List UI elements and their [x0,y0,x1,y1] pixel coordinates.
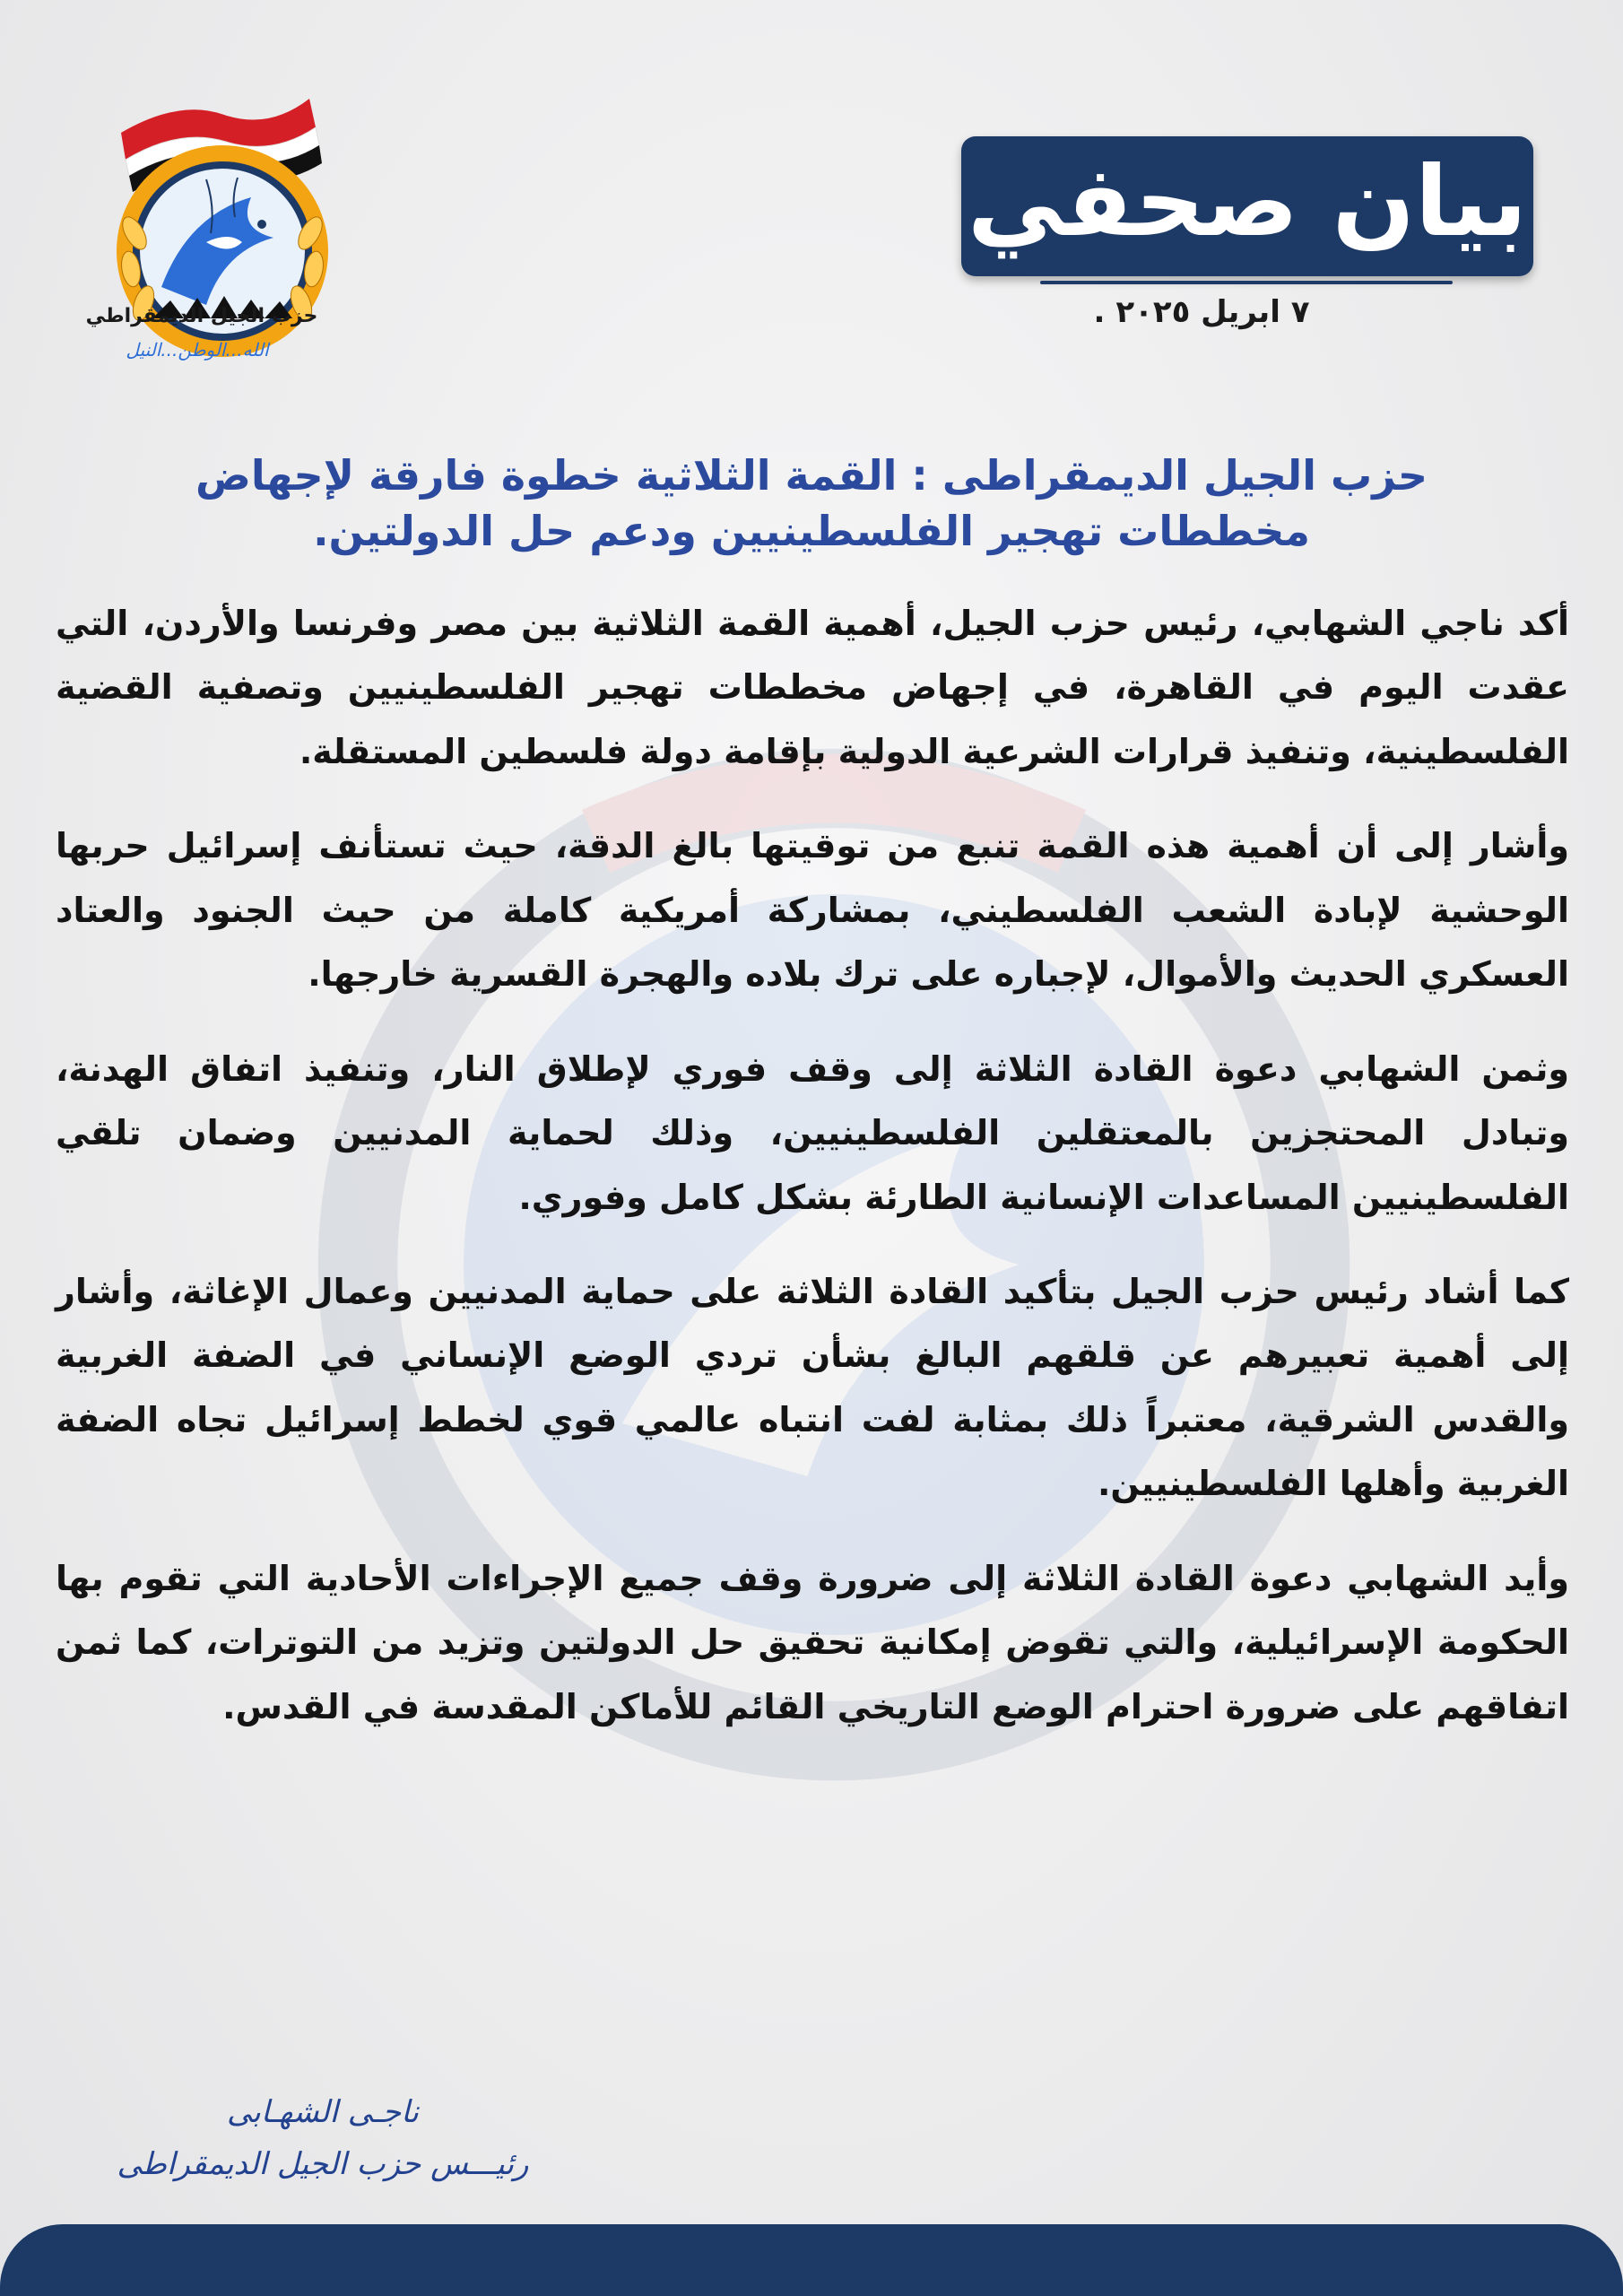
press-release-badge [961,136,1533,276]
press-release-title: بيان صحفي [967,146,1528,258]
paragraph-3: وثمن الشهابي دعوة القادة الثلاثة إلى وقف فوري لإطلاق النار، وتنفيذ اتفاق الهدنة، وتبادل المحتجزين بالمعتقلين الفلسطينيين، وذلك لحماية المدنيين وضمان تلقي الفلسطينيين المساعدات الإنسانية الطارئة بشكل كامل وفوري. [56,1048,1569,1217]
logo-party-name: حزب الجيل الديمقراطي [85,305,318,327]
signatory-title: رئيـــس حزب الجيل الديمقراطى [117,2146,529,2182]
paragraph-2: وأشار إلى أن أهمية هذه القمة تنبع من توقيتها بالغ الدقة، حيث تستأنف إسرائيل حربها الوحشية لإبادة الشعب الفلسطيني، بمشاركة أمريكية كاملة من حيث الجنود والعتاد العسكري الحديث والأموال، لإجباره على ترك بلاده والهجرة القسرية خارجها. [56,826,1569,995]
signature-block [99,2094,547,2182]
paragraph-1: أكد ناجي الشهابي، رئيس حزب الجيل، أهمية القمة الثلاثية بين مصر وفرنسا والأردن، التي عقدت اليوم في القاهرة، في إجهاض مخططات تهجير الفلسطينيين وتصفية القضية الفلسطينية، وتنفيذ قرارات الشرعية الدولية بإقامة دولة فلسطين المستقلة. [56,604,1569,771]
signatory-name: ناجـى الشهـابى [227,2094,419,2130]
paragraph-4: كما أشاد رئيس حزب الجيل بتأكيد القادة الثلاثة على حماية المدنيين وعمال الإغاثة، وأشار إلى أهمية تعبيرهم عن قلقهم البالغ بشأن تردي الوضع الإنساني في الضفة الغربية والقدس الشرقية، معتبراً ذلك بمثابة لفت انتباه عالمي قوي لخطط إسرائيل تجاه الضفة الغربية وأهلها الفلسطينيين. [56,1271,1569,1504]
headline-line-1: حزب الجيل الديمقراطى : القمة الثلاثية خطوة فارقة لإجهاض [195,451,1428,500]
paragraph-5: وأيد الشهابي دعوة القادة الثلاثة إلى ضرورة وقف جميع الإجراءات الأحادية التي تقوم بها الحكومة الإسرائيلية، والتي تقوض إمكانية تحقيق حل الدولتين وتزيد من التوترات، كما ثمن اتفاقهم على ضرورة احترام الوضع التاريخي القائم للأماكن المقدسة في القدس. [56,1558,1569,1726]
logo-slogan: الله...الوطن...النيل [126,339,269,361]
footer-bar [0,2224,1623,2296]
release-date: ٧ ابريل ٢٠٢٥ . [1093,294,1310,330]
headline-line-2: مخططات تهجير الفلسطينيين ودعم حل الدولتين. [313,506,1310,555]
statement-body [56,592,1569,1770]
badge-underline [1040,281,1453,284]
headline [99,448,1524,559]
